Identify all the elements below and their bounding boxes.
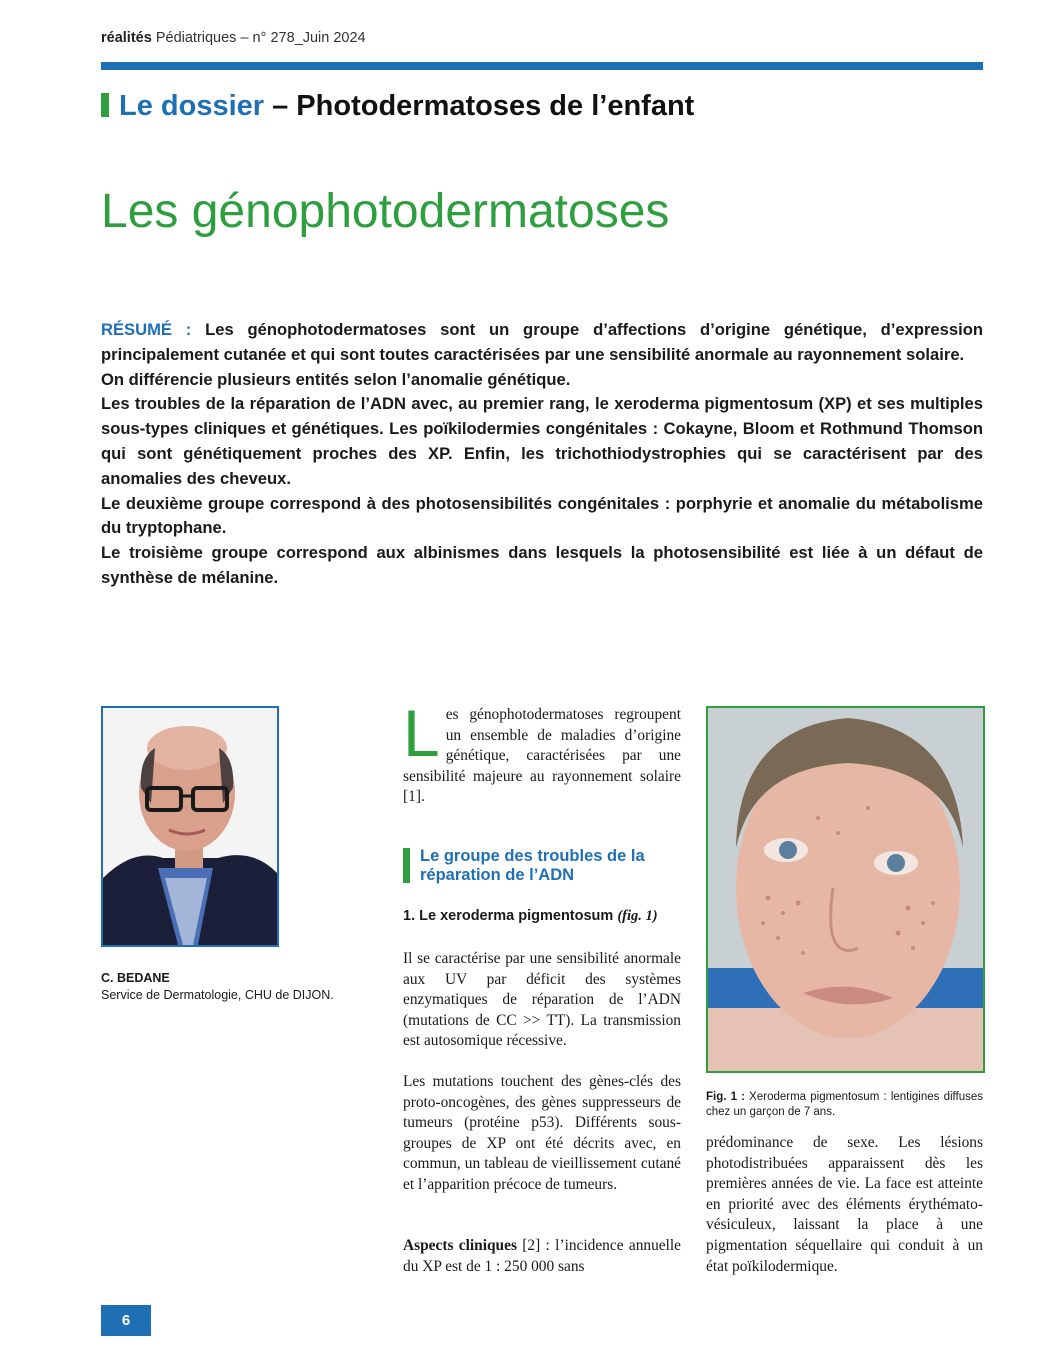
body-paragraph: prédominance de sexe. Les lésions photodistribuées apparaissent dès les premières années de vie. La face est atteinte en priorité avec des éléments érythémato-vésiculeux, laissant la place à une pigmentation séquellaire qui conduit à un état poïkilodermique.: [706, 1134, 983, 1275]
top-rule: [101, 62, 983, 70]
author-photo: [101, 706, 279, 947]
dossier-heading: [101, 90, 694, 123]
subsection-heading: 1. Le xeroderma pigmentosum (fig. 1): [403, 908, 658, 924]
abstract-paragraph: Le troisième groupe correspond aux albinismes dans lesquels la photosensibilité est liée à un défaut de synthèse de mélanine.: [101, 543, 983, 587]
abstract-paragraph: Le deuxième groupe correspond à des photosensibilités congénitales : porphyrie et anomalie du métabolisme du tryptophane.: [101, 493, 983, 538]
author-portrait-illustration: [103, 708, 277, 945]
abstract: [101, 318, 983, 591]
green-marker: [403, 848, 410, 883]
section-heading: Le groupe des troubles de la réparation de l’ADN: [403, 847, 681, 885]
body-paragraph: Aspects cliniques [2] : l’incidence annuelle du XP est de 1 : 250 000 sans: [403, 1237, 681, 1275]
journal-issue: Pédiatriques – n° 278_Juin 2024: [155, 30, 366, 46]
dossier-label: Le dossier: [119, 90, 265, 122]
body-paragraph: Les mutations touchent des gènes-clés des proto-oncogènes, des gènes suppresseurs de tumeurs (protéine p53). Différents sous-groupes de XP ont été décrits avec, en commun, un tableau de vieillissement cutané et l’apparition précoce de tumeurs.: [403, 1073, 681, 1193]
author-name: C. BEDANE: [101, 971, 170, 985]
figure-1-photo: [706, 706, 985, 1073]
journal-header: [101, 30, 366, 46]
journal-name: réalités: [101, 30, 152, 46]
abstract-paragraph: RÉSUMÉ : Les génophotodermatoses sont un groupe d’affections d’origine génétique, d’expression principalement cutanée et qui sont toutes caractérisées par une sensibilité anormale au rayonnement solaire.: [101, 320, 983, 364]
abstract-paragraph: On différencie plusieurs entités selon l’anomalie génétique.: [101, 369, 571, 389]
intro-paragraph: Les génophotodermatoses regroupent un ensemble de maladies d’origine génétique, caractérisées par une sensibilité majeure au rayonnement solaire [1].: [403, 696, 681, 806]
abstract-paragraph: Les troubles de la réparation de l’ADN avec, au premier rang, le xeroderma pigmentosum (XP) et ses multiples sous-types cliniques et génétiques. Les poïkilodermies congénitales : Cokayne, Bloom et Rothmund Thomson qui sont génétiquement proches des XP. Enfin, les trichothiodystrophies qui se caractérisent par des anomalies des cheveux.: [101, 394, 983, 488]
body-paragraph: Il se caractérise par une sensibilité anormale aux UV par déficit des systèmes enzymatiques de réparation de l’ADN (mutations de CC >> TT). La transmission est autosomique récessive.: [403, 950, 681, 1050]
author-affiliation: Service de Dermatologie, CHU de DIJON.: [101, 988, 334, 1002]
child-face-illustration: [708, 708, 983, 1071]
figure-label: Fig. 1 :: [706, 1091, 746, 1103]
figure-caption: Fig. 1 : Xeroderma pigmentosum : lentigines diffuses chez un garçon de 7 ans.: [706, 1091, 983, 1118]
dossier-topic: – Photodermatoses de l’enfant: [272, 90, 695, 122]
aspects-label: Aspects cliniques: [403, 1237, 517, 1254]
page-number: 6: [101, 1305, 151, 1336]
figure-reference: (fig. 1): [617, 908, 658, 924]
green-marker: [101, 93, 109, 117]
article-title: Les génophotodermatoses: [101, 185, 670, 238]
abstract-label: RÉSUMÉ :: [101, 320, 192, 339]
drop-cap: L: [403, 696, 440, 770]
